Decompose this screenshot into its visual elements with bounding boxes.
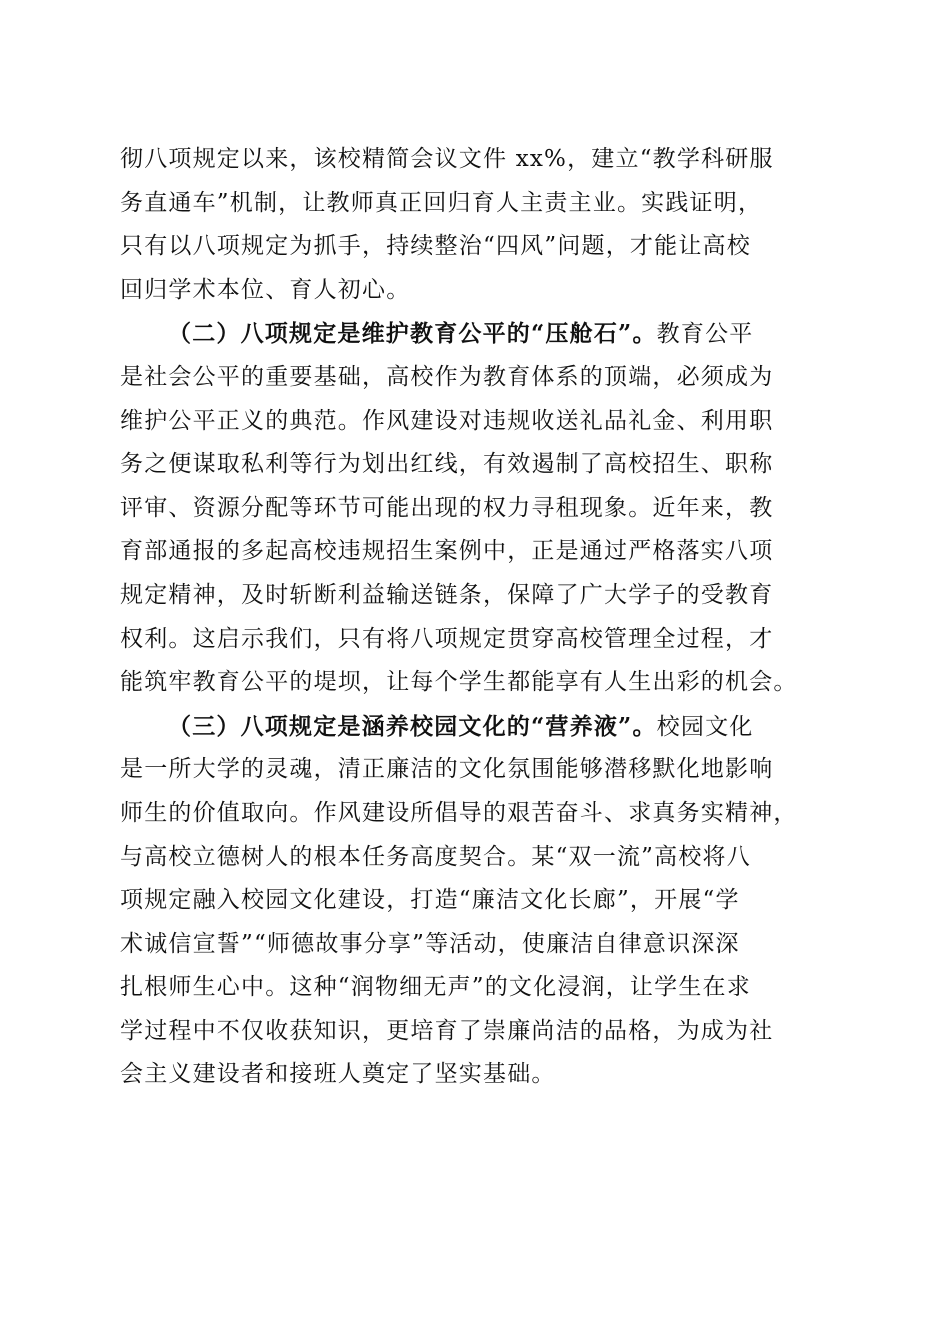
text-line: 只有以八项规定为抓手，持续整治“四风”问题，才能让高校 xyxy=(120,233,751,260)
paragraph-first-line xyxy=(120,705,830,749)
text-line: 回归学术本位、育人初心。 xyxy=(120,276,411,303)
text-line: 术诚信宣誓”“师德故事分享”等活动，使廉洁自律意识深深 xyxy=(120,930,740,957)
paragraph-first-line xyxy=(120,312,830,356)
text-line: 维护公平正义的典范。作风建设对违规收送礼品礼金、利用职 xyxy=(120,407,774,434)
text-line: 会主义建设者和接班人奠定了坚实基础。 xyxy=(120,1061,556,1088)
text-line: 彻八项规定以来，该校精简会议文件 xx%，建立“教学科研服 xyxy=(120,146,774,172)
text-line: 权利。这启示我们，只有将八项规定贯穿高校管理全过程，才 xyxy=(120,625,774,652)
text-line: 能筑牢教育公平的堤坝，让每个学生都能享有人生出彩的机会。 xyxy=(120,669,798,696)
paragraph-2 xyxy=(120,312,830,704)
section-heading-3: （三）八项规定是涵养校园文化的“营养液”。 xyxy=(168,712,657,740)
first-line-text: 校园文化 xyxy=(656,713,754,740)
text-line: 评审、资源分配等环节可能出现的权力寻租现象。近年来，教 xyxy=(120,494,774,521)
text-line: 师生的价值取向。作风建设所倡导的艰苦奋斗、求真务实精神， xyxy=(120,799,798,826)
text-line: 学过程中不仅收获知识，更培育了崇廉尚洁的品格，为成为社 xyxy=(120,1017,774,1044)
text-line: 是社会公平的重要基础，高校作为教育体系的顶端，必须成为 xyxy=(120,363,774,390)
document-body xyxy=(120,138,830,1097)
first-line-text: 教育公平 xyxy=(656,321,754,348)
paragraph-1 xyxy=(120,138,830,312)
text-line: 育部通报的多起高校违规招生案例中，正是通过严格落实八项 xyxy=(120,538,774,565)
paragraph-3 xyxy=(120,705,830,1097)
text-line: 扎根师生心中。这种“润物细无声”的文化浸润，让学生在求 xyxy=(120,974,751,1001)
section-heading-2: （二）八项规定是维护教育公平的“压舱石”。 xyxy=(168,320,657,348)
text-line: 与高校立德树人的根本任务高度契合。某“双一流”高校将八 xyxy=(120,843,751,870)
text-line: 务直通车”机制，让教师真正回归育人主责主业。实践证明， xyxy=(120,189,763,216)
text-line: 规定精神，及时斩断利益输送链条，保障了广大学子的受教育 xyxy=(120,581,774,608)
text-line: 务之便谋取私利等行为划出红线，有效遏制了高校招生、职称 xyxy=(120,451,774,478)
text-line: 项规定融入校园文化建设，打造“廉洁文化长廊”，开展“学 xyxy=(120,887,740,914)
text-line: 是一所大学的灵魂，清正廉洁的文化氛围能够潜移默化地影响 xyxy=(120,756,774,783)
